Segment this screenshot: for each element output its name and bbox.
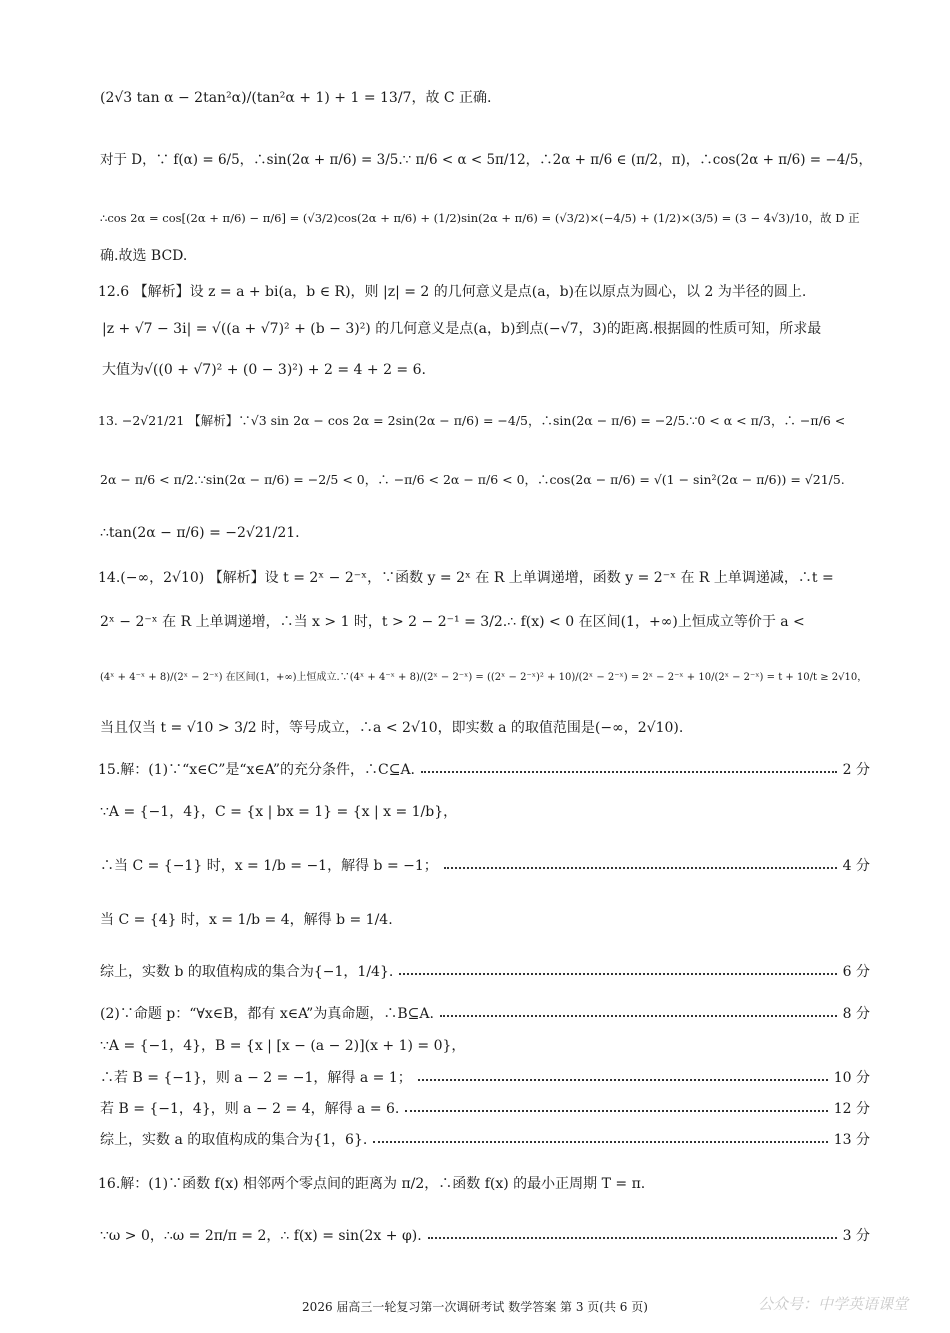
scored-step (98, 760, 870, 780)
leader-dots (444, 867, 837, 869)
leader-dots (405, 1110, 827, 1112)
score-points: 13 分 (833, 1132, 870, 1148)
scored-step (100, 1226, 870, 1246)
score-points: 10 分 (833, 1070, 870, 1086)
solution-line: 确.故选 BCD. (100, 248, 188, 264)
step-text: ∴当 C = {−1} 时，x = 1/b = −1，解得 b = −1； (100, 858, 438, 874)
leader-dots (418, 1079, 828, 1081)
solution-line: 2ˣ − 2⁻ˣ 在 R 上单调递增，∴当 x > 1 时，t > 2 − 2⁻¹ = 3/2.∴ f(x) < 0 在区间(1，+∞)上恒成立等价于 a < (100, 614, 805, 630)
step-text: 综上，实数 a 的取值构成的集合为{1，6}. (100, 1132, 368, 1148)
leader-dots (428, 1237, 837, 1239)
scored-step (100, 1130, 870, 1150)
score-points: 12 分 (833, 1101, 870, 1117)
step-text: (2)∵命题 p：“∀x∈B，都有 x∈A”为真命题，∴B⊆A. (100, 1006, 434, 1022)
solution-line: (2√3 tan α − 2tan²α)/(tan²α + 1) + 1 = 13/7，故 C 正确. (100, 90, 492, 106)
answer-16: 16.解：(1)∵函数 f(x) 相邻两个零点间的距离为 π/2，∴函数 f(x) 的最小正周期 T = π. (98, 1176, 646, 1192)
page-footer: 2026 届高三一轮复习第一次调研考试 数学答案 第 3 页(共 6 页) (302, 1300, 648, 1314)
solution-line: ∵A = {−1，4}，B = {x | [x − (a − 2)](x + 1) = 0}， (100, 1038, 466, 1054)
scored-step (100, 1099, 870, 1119)
answer-14: 14.(−∞，2√10) 【解析】设 t = 2ˣ − 2⁻ˣ，∵函数 y = 2ˣ 在 R 上单调递增，函数 y = 2⁻ˣ 在 R 上单调递减，∴t = (98, 570, 834, 586)
score-points: 2 分 (842, 762, 870, 778)
leader-dots (373, 1141, 827, 1143)
step-text: 15.解：(1)∵“x∈C”是“x∈A”的充分条件，∴C⊆A. (98, 762, 416, 778)
score-points: 8 分 (842, 1006, 870, 1022)
watermark: 公众号：中学英语课堂 (757, 1295, 908, 1313)
solution-line: 当 C = {4} 时，x = 1/b = 4，解得 b = 1/4. (100, 912, 393, 928)
scored-step (100, 1004, 870, 1024)
leader-dots (440, 1015, 837, 1017)
solution-line: |z + √7 − 3i| = √((a + √7)² + (b − 3)²) 的几何意义是点(a，b)到点(−√7，3)的距离.根据圆的性质可知，所求最 (102, 321, 822, 337)
solution-line: (4ˣ + 4⁻ˣ + 8)/(2ˣ − 2⁻ˣ) 在区间(1，+∞)上恒成立.∵(4ˣ + 4⁻ˣ + 8)/(2ˣ − 2⁻ˣ) = ((2ˣ − 2⁻ˣ)² + 10)/(2ˣ − 2⁻ˣ) = 2ˣ − 2⁻ˣ + 10/(2ˣ − 2⁻ˣ) = t + 10/t ≥ 2√10， (100, 672, 868, 683)
score-points: 4 分 (842, 858, 870, 874)
solution-line: ∴cos 2α = cos[(2α + π/6) − π/6] = (√3/2)cos(2α + π/6) + (1/2)sin(2α + π/6) = (√3/2)×(−4/5) + (1/2)×(3/5) = (3 − 4√3)/10，故 D 正 (100, 211, 860, 225)
scored-step (100, 1068, 870, 1088)
scored-step (100, 962, 870, 982)
step-text: 若 B = {−1，4}，则 a − 2 = 4，解得 a = 6. (100, 1101, 400, 1117)
step-text: ∵ω > 0，∴ω = 2π/π = 2，∴ f(x) = sin(2x + φ). (100, 1228, 422, 1244)
score-points: 6 分 (842, 964, 870, 980)
leader-dots (421, 771, 837, 773)
solution-line: ∴tan(2α − π/6) = −2√21/21. (100, 525, 300, 541)
leader-dots (399, 973, 836, 975)
solution-line: ∵A = {−1，4}，C = {x | bx = 1} = {x | x = 1/b}， (100, 804, 458, 820)
step-text: ∴若 B = {−1}，则 a − 2 = −1，解得 a = 1； (100, 1070, 412, 1086)
solution-line: 当且仅当 t = √10 > 3/2 时，等号成立，∴a < 2√10，即实数 a 的取值范围是(−∞，2√10). (100, 720, 684, 736)
solution-line: 大值为√((0 + √7)² + (0 − 3)²) + 2 = 4 + 2 = 6. (102, 362, 426, 378)
answer-12: 12.6 【解析】设 z = a + bi(a，b ∈ R)，则 |z| = 2 的几何意义是点(a，b)在以原点为圆心，以 2 为半径的圆上. (98, 284, 807, 300)
score-points: 3 分 (842, 1228, 870, 1244)
solution-line: 对于 D，∵ f(α) = 6/5，∴sin(2α + π/6) = 3/5.∵ π/6 < α < 5π/12，∴2α + π/6 ∈ (π/2，π)，∴cos(2α + π/6) = −4/5， (100, 152, 872, 168)
solution-line: 2α − π/6 < π/2.∵sin(2α − π/6) = −2/5 < 0，∴ −π/6 < 2α − π/6 < 0，∴cos(2α − π/6) = √(1 − sin²(2α − π/6)) = √21/5. (100, 472, 845, 487)
scored-step (100, 856, 870, 876)
step-text: 综上，实数 b 的取值构成的集合为{−1，1/4}. (100, 964, 394, 980)
answer-13: 13. −2√21/21 【解析】∵√3 sin 2α − cos 2α = 2sin(2α − π/6) = −4/5，∴sin(2α − π/6) = −2/5.∵0 < α < π/3，∴ −π/6 < (98, 413, 846, 428)
